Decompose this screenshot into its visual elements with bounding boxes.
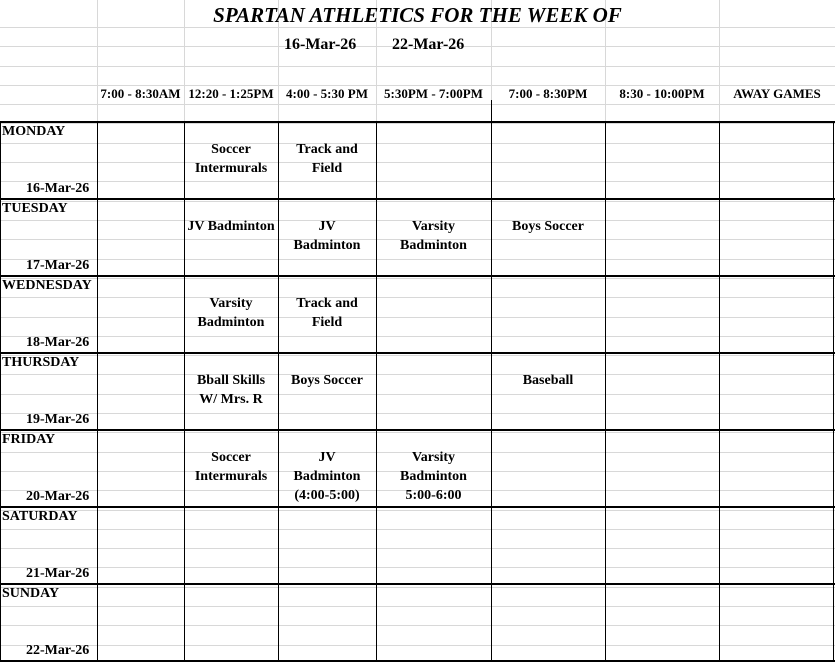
gridline xyxy=(0,66,835,67)
event-text: Field xyxy=(311,315,343,330)
table-border xyxy=(0,275,835,277)
event-cell xyxy=(491,371,605,390)
event-text: Soccer xyxy=(211,142,251,157)
event-text: Badminton xyxy=(293,469,361,484)
gridline xyxy=(0,606,835,607)
time-slot-header: 4:00 - 5:30 PM xyxy=(286,86,368,101)
table-border xyxy=(376,121,377,661)
event-text: Varsity xyxy=(411,219,456,234)
day-name: WEDNESDAY xyxy=(2,278,92,293)
day-date: 18-Mar-26 xyxy=(26,335,90,350)
event-text: Intermurals xyxy=(194,161,268,176)
event-text: Track and xyxy=(296,142,358,157)
day-date: 21-Mar-26 xyxy=(26,566,90,581)
table-border xyxy=(0,121,1,661)
event-cell xyxy=(278,294,376,332)
table-border xyxy=(719,121,720,661)
event-text: JV xyxy=(318,450,336,465)
event-cell xyxy=(184,371,278,409)
week-end-date: 22-Mar-26 xyxy=(392,36,465,53)
event-text: JV xyxy=(318,219,336,234)
event-text: Bball Skills xyxy=(196,373,266,388)
event-cell xyxy=(491,217,605,236)
event-cell xyxy=(184,294,278,332)
event-cell xyxy=(376,217,491,255)
gridline xyxy=(0,201,835,202)
gridline xyxy=(0,317,835,318)
day-date: 16-Mar-26 xyxy=(26,181,90,196)
day-date: 22-Mar-26 xyxy=(26,643,90,658)
table-border xyxy=(491,100,492,122)
table-border xyxy=(833,121,834,661)
event-text: Field xyxy=(311,161,343,176)
week-start-date: 16-Mar-26 xyxy=(284,36,357,53)
event-cell xyxy=(278,217,376,255)
time-slot-header: 7:00 - 8:30PM xyxy=(508,86,588,101)
event-text: Badminton xyxy=(400,469,467,484)
gridline xyxy=(0,374,835,375)
gridline xyxy=(0,413,835,414)
table-border xyxy=(0,429,835,431)
day-date: 19-Mar-26 xyxy=(26,412,90,427)
event-text: Varsity xyxy=(209,296,253,311)
gridline xyxy=(0,432,835,433)
gridline xyxy=(0,548,835,549)
gridline xyxy=(0,529,835,530)
gridline xyxy=(0,181,835,182)
gridline xyxy=(0,645,835,646)
gridline xyxy=(0,567,835,568)
gridline xyxy=(0,278,835,279)
event-cell xyxy=(278,371,376,390)
event-text: (4:00-5:00) xyxy=(294,488,360,503)
table-border xyxy=(0,198,835,200)
table-border xyxy=(719,121,835,123)
day-date: 20-Mar-26 xyxy=(26,489,90,504)
table-border xyxy=(0,121,719,123)
time-slot-header: 12:20 - 1:25PM xyxy=(188,86,274,101)
table-border xyxy=(278,121,279,661)
event-cell xyxy=(184,448,278,486)
gridline xyxy=(0,162,835,163)
day-name: SUNDAY xyxy=(2,586,60,601)
day-name: TUESDAY xyxy=(2,201,68,216)
event-text: 5:00-6:00 xyxy=(405,488,462,503)
day-name: THURSDAY xyxy=(2,355,80,370)
event-cell xyxy=(184,140,278,178)
day-date: 17-Mar-26 xyxy=(26,258,90,273)
event-cell xyxy=(278,448,376,505)
gridline xyxy=(0,143,835,144)
page-title: SPARTAN ATHLETICS FOR THE WEEK OF xyxy=(213,3,622,27)
day-name: FRIDAY xyxy=(2,432,56,447)
away-games-header: AWAY GAMES xyxy=(733,86,821,101)
event-cell xyxy=(278,140,376,178)
gridline xyxy=(0,394,835,395)
table-border xyxy=(491,121,492,661)
table-border xyxy=(0,506,835,508)
day-name: MONDAY xyxy=(2,124,66,139)
gridline xyxy=(0,104,835,105)
gridline xyxy=(0,259,835,260)
event-cell xyxy=(184,217,278,236)
gridline xyxy=(0,123,835,124)
gridline xyxy=(0,625,835,626)
event-text: Badminton xyxy=(293,238,361,253)
event-text: Varsity xyxy=(411,450,456,465)
gridline xyxy=(0,587,835,588)
time-slot-header: 5:30PM - 7:00PM xyxy=(384,86,483,101)
event-text: Baseball xyxy=(522,373,574,388)
event-text: JV Badminton xyxy=(187,219,275,234)
event-text: Soccer xyxy=(211,450,251,465)
event-text: Badminton xyxy=(197,315,265,330)
event-text: Track and xyxy=(296,296,358,311)
time-slot-header: 7:00 - 8:30AM xyxy=(100,86,181,101)
event-text: Boys Soccer xyxy=(291,373,363,388)
day-name: SATURDAY xyxy=(2,509,78,524)
gridline xyxy=(0,336,835,337)
event-text: W/ Mrs. R xyxy=(199,392,263,407)
table-border xyxy=(97,121,98,661)
time-slot-header: 8:30 - 10:00PM xyxy=(619,86,705,101)
gridline xyxy=(0,355,835,356)
event-cell xyxy=(376,448,491,505)
event-text: Badminton xyxy=(400,238,467,253)
event-text: Intermurals xyxy=(194,469,268,484)
gridline xyxy=(0,297,835,298)
event-text: Boys Soccer xyxy=(512,219,584,234)
table-border xyxy=(0,352,835,354)
gridline xyxy=(0,510,835,511)
table-border xyxy=(605,121,606,661)
table-border xyxy=(0,583,835,585)
